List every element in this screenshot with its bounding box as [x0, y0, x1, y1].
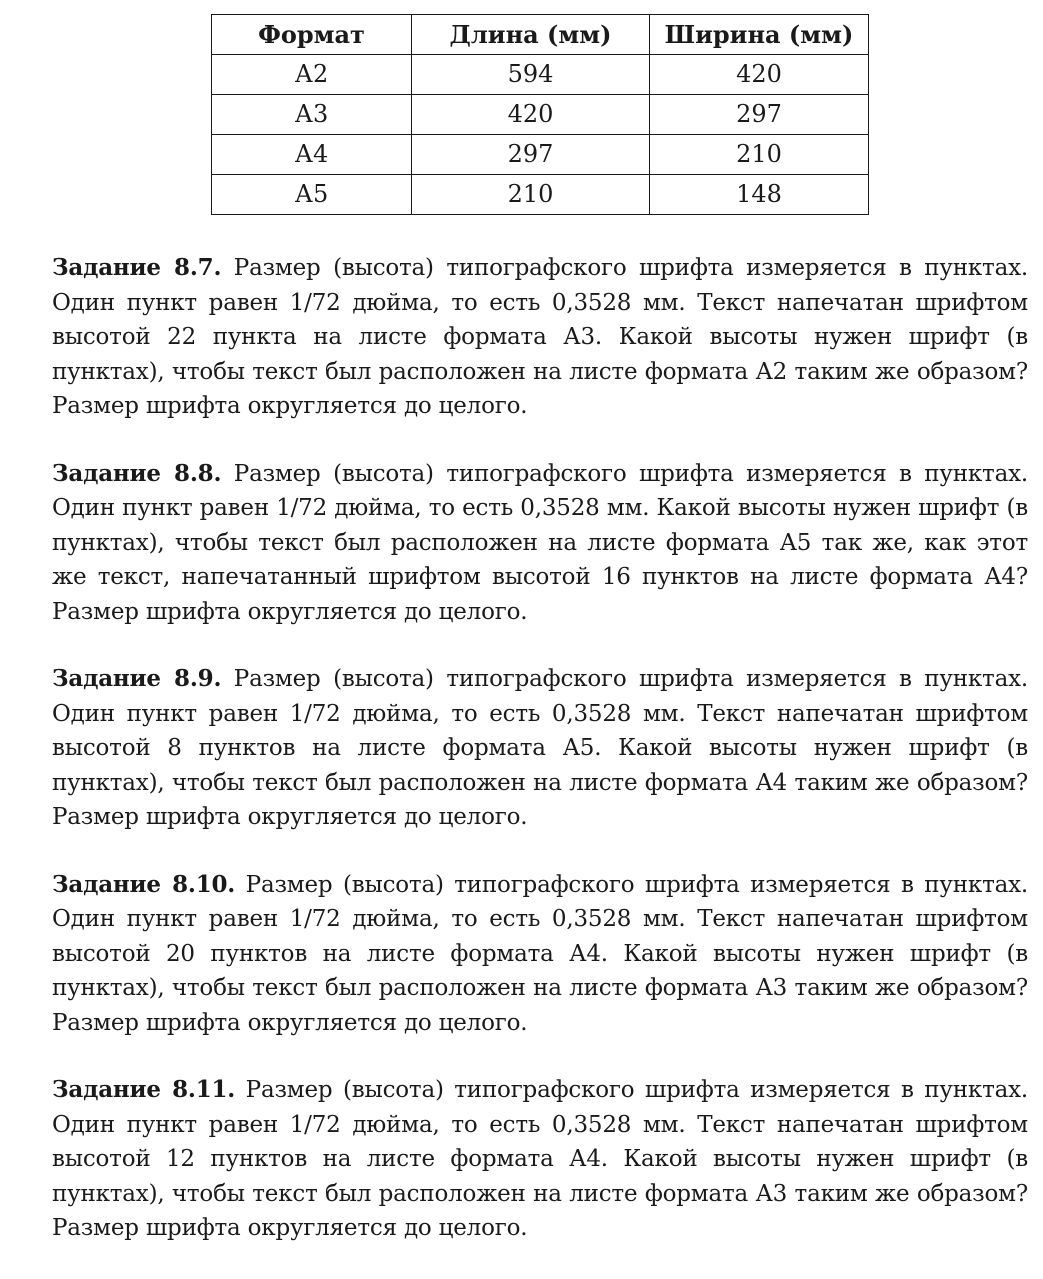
cell-format: А2	[212, 55, 412, 95]
table-row	[212, 175, 869, 215]
task-label: Задание 8.9.	[52, 665, 222, 692]
task-8-11	[52, 1073, 1028, 1246]
cell-width: 420	[650, 55, 869, 95]
task-8-10	[52, 868, 1028, 1041]
task-8-9	[52, 662, 1028, 835]
task-8-7	[52, 251, 1028, 424]
cell-format: А4	[212, 135, 412, 175]
task-text: Размер (высота) типографского шрифта измеряется в пунктах. Один пункт равен 1/72 дюйма, то есть 0,3528 мм. Какой высоты нужен шрифт (в пунктах), чтобы текст был расположен на листе формата А5 так же, как этот же текст, напечатанный шрифтом высотой 16 пунктов на листе формата А4? Размер шрифта округляется до целого.	[52, 460, 1028, 625]
cell-length: 594	[412, 55, 650, 95]
task-label: Задание 8.10.	[52, 870, 236, 898]
task-text: Размер (высота) типографского шрифта измеряется в пунктах. Один пункт равен 1/72 дюйма, то есть 0,3528 мм. Текст напечатан шрифтом высотой 20 пунктов на листе формата А4. Какой высоты нужен шрифт (в пунктах), чтобы текст был расположен на листе формата А3 таким же образом? Размер шрифта округляется до целого.	[52, 871, 1028, 1036]
cell-width: 297	[650, 95, 869, 135]
cell-length: 210	[412, 175, 650, 215]
task-label: Задание 8.11.	[52, 1076, 236, 1103]
table-header-row	[212, 15, 869, 55]
cell-width: 148	[650, 175, 869, 215]
header-length: Длина (мм)	[412, 15, 650, 55]
task-label: Задание 8.7.	[52, 254, 222, 281]
paper-formats-table	[211, 14, 869, 215]
task-text: Размер (высота) типографского шрифта измеряется в пунктах. Один пункт равен 1/72 дюйма, то есть 0,3528 мм. Текст напечатан шрифтом высотой 8 пунктов на листе формата А5. Какой высоты нужен шрифт (в пунктах), чтобы текст был расположен на листе формата А4 таким же образом? Размер шрифта округляется до целого.	[52, 666, 1028, 830]
task-8-8	[52, 457, 1028, 630]
table-row	[212, 55, 869, 95]
tasks-list	[52, 251, 1028, 1279]
task-label: Задание 8.8.	[52, 459, 222, 487]
cell-format: А5	[212, 175, 412, 215]
header-format: Формат	[212, 15, 412, 55]
task-text: Размер (высота) типографского шрифта измеряется в пунктах. Один пункт равен 1/72 дюйма, то есть 0,3528 мм. Текст напечатан шрифтом высотой 22 пункта на листе формата А3. Какой высоты нужен шрифт (в пунктах), чтобы текст был расположен на листе формата А2 таким же образом? Размер шрифта округляется до целого.	[52, 255, 1028, 419]
header-width: Ширина (мм)	[650, 15, 869, 55]
cell-length: 420	[412, 95, 650, 135]
task-text: Размер (высота) типографского шрифта измеряется в пунктах. Один пункт равен 1/72 дюйма, то есть 0,3528 мм. Текст напечатан шрифтом высотой 12 пунктов на листе формата А4. Какой высоты нужен шрифт (в пунктах), чтобы текст был расположен на листе формата А3 таким же образом? Размер шрифта округляется до целого.	[52, 1077, 1028, 1241]
table-row	[212, 135, 869, 175]
table-row	[212, 95, 869, 135]
cell-length: 297	[412, 135, 650, 175]
cell-width: 210	[650, 135, 869, 175]
cell-format: А3	[212, 95, 412, 135]
